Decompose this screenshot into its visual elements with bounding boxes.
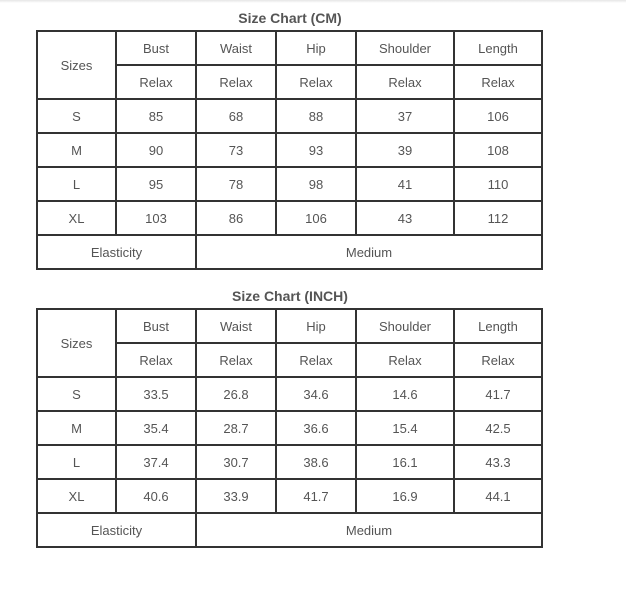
table-cell: 37.4	[116, 445, 196, 479]
table-cell: 86	[196, 201, 276, 235]
table-cell: 98	[276, 167, 356, 201]
table-header-row	[37, 31, 542, 65]
table-row	[37, 411, 542, 445]
table-cell: 15.4	[356, 411, 454, 445]
size-label: S	[37, 99, 116, 133]
size-label: M	[37, 411, 116, 445]
table-row	[37, 133, 542, 167]
column-header-waist: Waist	[196, 309, 276, 343]
table-cell: 41	[356, 167, 454, 201]
table-cell: 73	[196, 133, 276, 167]
fit-waist: Relax	[196, 343, 276, 377]
table-cell: 95	[116, 167, 196, 201]
fit-bust: Relax	[116, 343, 196, 377]
column-header-shoulder: Shoulder	[356, 309, 454, 343]
column-header-waist: Waist	[196, 31, 276, 65]
fit-length: Relax	[454, 65, 542, 99]
sizes-header: Sizes	[37, 31, 116, 99]
size-chart-inch-title: Size Chart (INCH)	[232, 288, 348, 304]
table-cell: 44.1	[454, 479, 542, 513]
table-cell: 106	[454, 99, 542, 133]
elasticity-value: Medium	[196, 235, 542, 269]
table-cell: 37	[356, 99, 454, 133]
elasticity-label: Elasticity	[37, 513, 196, 547]
fit-bust: Relax	[116, 65, 196, 99]
column-header-length: Length	[454, 31, 542, 65]
sizes-header: Sizes	[37, 309, 116, 377]
table-cell: 78	[196, 167, 276, 201]
table-row	[37, 99, 542, 133]
column-header-bust: Bust	[116, 309, 196, 343]
size-label: S	[37, 377, 116, 411]
table-row	[37, 445, 542, 479]
size-chart-cm-title: Size Chart (CM)	[238, 10, 342, 26]
column-header-hip: Hip	[276, 309, 356, 343]
size-label: L	[37, 445, 116, 479]
fit-length: Relax	[454, 343, 542, 377]
table-cell: 41.7	[276, 479, 356, 513]
table-cell: 68	[196, 99, 276, 133]
table-cell: 110	[454, 167, 542, 201]
table-cell: 33.9	[196, 479, 276, 513]
table-cell: 40.6	[116, 479, 196, 513]
table-cell: 14.6	[356, 377, 454, 411]
table-row	[37, 479, 542, 513]
size-label: L	[37, 167, 116, 201]
table-header-row	[37, 309, 542, 343]
size-chart-cm-table	[36, 30, 543, 270]
table-cell: 33.5	[116, 377, 196, 411]
elasticity-label: Elasticity	[37, 235, 196, 269]
table-cell: 88	[276, 99, 356, 133]
table-cell: 41.7	[454, 377, 542, 411]
table-cell: 43	[356, 201, 454, 235]
table-cell: 43.3	[454, 445, 542, 479]
table-row	[37, 201, 542, 235]
table-cell: 16.1	[356, 445, 454, 479]
table-cell: 39	[356, 133, 454, 167]
table-row	[37, 167, 542, 201]
table-cell: 28.7	[196, 411, 276, 445]
size-chart-inch-table	[36, 308, 543, 548]
table-cell: 108	[454, 133, 542, 167]
table-cell: 112	[454, 201, 542, 235]
fit-shoulder: Relax	[356, 65, 454, 99]
size-label: XL	[37, 201, 116, 235]
table-cell: 103	[116, 201, 196, 235]
top-divider	[0, 0, 626, 3]
table-cell: 26.8	[196, 377, 276, 411]
table-row	[37, 377, 542, 411]
table-cell: 36.6	[276, 411, 356, 445]
table-cell: 90	[116, 133, 196, 167]
table-cell: 106	[276, 201, 356, 235]
elasticity-row	[37, 513, 542, 547]
elasticity-row	[37, 235, 542, 269]
table-cell: 93	[276, 133, 356, 167]
fit-hip: Relax	[276, 65, 356, 99]
fit-waist: Relax	[196, 65, 276, 99]
table-cell: 38.6	[276, 445, 356, 479]
size-label: M	[37, 133, 116, 167]
table-cell: 16.9	[356, 479, 454, 513]
elasticity-value: Medium	[196, 513, 542, 547]
column-header-shoulder: Shoulder	[356, 31, 454, 65]
fit-shoulder: Relax	[356, 343, 454, 377]
table-cell: 34.6	[276, 377, 356, 411]
table-cell: 42.5	[454, 411, 542, 445]
fit-hip: Relax	[276, 343, 356, 377]
column-header-bust: Bust	[116, 31, 196, 65]
size-label: XL	[37, 479, 116, 513]
table-cell: 30.7	[196, 445, 276, 479]
table-cell: 35.4	[116, 411, 196, 445]
column-header-hip: Hip	[276, 31, 356, 65]
column-header-length: Length	[454, 309, 542, 343]
table-cell: 85	[116, 99, 196, 133]
